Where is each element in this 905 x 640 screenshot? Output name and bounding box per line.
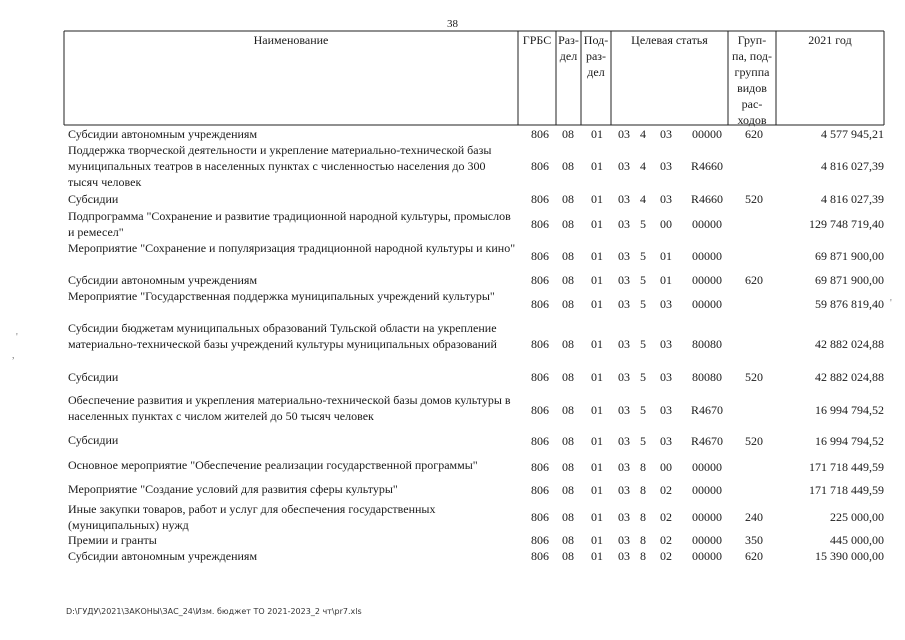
row-name: Обеспечение развития и укрепления материально-технической базы домов культуры в населенных пунктах с числом жителей до 50 тысяч человек <box>68 393 511 423</box>
cell-gruppa: 350 <box>745 533 763 547</box>
cell-podrazdel: 01 <box>591 217 603 231</box>
cell-cs2: 5 <box>640 273 646 287</box>
cell-grbs: 806 <box>531 533 549 547</box>
page-number: 38 <box>447 18 458 30</box>
cell-cs1: 03 <box>618 192 630 206</box>
cell-cs2: 4 <box>640 127 646 141</box>
table-row <box>0 481 905 499</box>
cell-gruppa: 620 <box>745 127 763 141</box>
cell-gruppa: 520 <box>745 370 763 384</box>
cell-cs3: 02 <box>660 510 672 524</box>
cell-amount: 225 000,00 <box>830 510 884 524</box>
cell-grbs: 806 <box>531 483 549 497</box>
cell-cs1: 03 <box>618 159 630 173</box>
cell-razdel: 08 <box>562 297 574 311</box>
cell-cs1: 03 <box>618 549 630 563</box>
cell-amount: 4 816 027,39 <box>821 192 884 206</box>
row-name: Мероприятие "Государственная поддержка муниципальных учреждений культуры" <box>68 289 495 303</box>
cell-cs2: 5 <box>640 403 646 417</box>
cell-razdel: 08 <box>562 460 574 474</box>
cell-cs2: 5 <box>640 217 646 231</box>
cell-amount: 4 577 945,21 <box>821 127 884 141</box>
cell-cs4: 80080 <box>692 337 722 351</box>
cell-razdel: 08 <box>562 192 574 206</box>
cell-amount: 59 876 819,40 <box>815 297 884 311</box>
cell-razdel: 08 <box>562 483 574 497</box>
table-row <box>0 501 905 532</box>
cell-grbs: 806 <box>531 434 549 448</box>
cell-cs3: 03 <box>660 297 672 311</box>
cell-cs3: 03 <box>660 192 672 206</box>
cell-cs1: 03 <box>618 403 630 417</box>
cell-cs4: 00000 <box>692 533 722 547</box>
table-row <box>0 548 905 564</box>
cell-amount: 42 882 024,88 <box>815 337 884 351</box>
cell-podrazdel: 01 <box>591 297 603 311</box>
header-gruppa: Груп- па, под- группа видов рас- ходов <box>732 33 772 127</box>
cell-cs3: 02 <box>660 483 672 497</box>
cell-amount: 16 994 794,52 <box>815 403 884 417</box>
cell-cs1: 03 <box>618 127 630 141</box>
cell-podrazdel: 01 <box>591 434 603 448</box>
cell-cs1: 03 <box>618 273 630 287</box>
cell-amount: 445 000,00 <box>830 533 884 547</box>
row-name: Субсидии автономным учреждениям <box>68 549 258 563</box>
cell-grbs: 806 <box>531 549 549 563</box>
row-name: Поддержка творческой деятельности и укрепление материально-технической базы муниципальных театров в населенных пунктах с численностью населения до 300 тысяч человек <box>68 143 492 189</box>
row-name: Субсидии <box>68 433 119 447</box>
cell-grbs: 806 <box>531 159 549 173</box>
cell-gruppa: 620 <box>745 549 763 563</box>
cell-razdel: 08 <box>562 273 574 287</box>
cell-razdel: 08 <box>562 370 574 384</box>
cell-grbs: 806 <box>531 217 549 231</box>
cell-cs4: 00000 <box>692 549 722 563</box>
cell-podrazdel: 01 <box>591 127 603 141</box>
cell-cs4: 00000 <box>692 510 722 524</box>
row-name: Субсидии бюджетам муниципальных образований Тульской области на укрепление материально-технической базы учреждений культуры муниципальных образований <box>68 321 497 351</box>
cell-cs1: 03 <box>618 434 630 448</box>
cell-amount: 42 882 024,88 <box>815 370 884 384</box>
table-row <box>0 191 905 207</box>
cell-amount: 171 718 449,59 <box>809 483 884 497</box>
table-row <box>0 142 905 190</box>
cell-razdel: 08 <box>562 434 574 448</box>
cell-cs1: 03 <box>618 217 630 231</box>
row-name: Субсидии автономным учреждениям <box>68 127 258 141</box>
cell-cs3: 03 <box>660 337 672 351</box>
row-name: Мероприятие "Создание условий для развития сферы культуры" <box>68 482 398 496</box>
cell-cs4: 00000 <box>692 249 722 263</box>
cell-razdel: 08 <box>562 403 574 417</box>
cell-podrazdel: 01 <box>591 403 603 417</box>
row-name: Мероприятие "Сохранение и популяризация традиционной народной культуры и кино" <box>68 241 516 255</box>
cell-amount: 171 718 449,59 <box>809 460 884 474</box>
cell-cs2: 5 <box>640 370 646 384</box>
table-row <box>0 432 905 450</box>
cell-amount: 4 816 027,39 <box>821 159 884 173</box>
cell-gruppa: 520 <box>745 192 763 206</box>
cell-grbs: 806 <box>531 460 549 474</box>
table-row <box>0 288 905 320</box>
cell-grbs: 806 <box>531 510 549 524</box>
cell-cs4: 00000 <box>692 273 722 287</box>
cell-cs4: R4670 <box>690 403 723 417</box>
table-row <box>0 532 905 548</box>
cell-cs2: 8 <box>640 549 646 563</box>
cell-cs3: 03 <box>660 370 672 384</box>
row-name: Премии и гранты <box>68 533 157 547</box>
cell-cs2: 8 <box>640 460 646 474</box>
header-name: Наименование <box>253 33 329 47</box>
cell-grbs: 806 <box>531 127 549 141</box>
cell-cs3: 01 <box>660 249 672 263</box>
cell-cs1: 03 <box>618 510 630 524</box>
cell-gruppa: 520 <box>745 434 763 448</box>
table-row <box>0 320 905 368</box>
cell-cs1: 03 <box>618 337 630 351</box>
row-name: Субсидии <box>68 192 119 206</box>
table-row <box>0 272 905 288</box>
cell-grbs: 806 <box>531 192 549 206</box>
cell-cs4: 00000 <box>692 217 722 231</box>
row-name: Субсидии автономным учреждениям <box>68 273 258 287</box>
cell-cs4: R4660 <box>690 192 723 206</box>
cell-razdel: 08 <box>562 217 574 231</box>
cell-cs1: 03 <box>618 370 630 384</box>
header-razdel: Раз- дел <box>558 33 579 63</box>
cell-cs4: 00000 <box>692 483 722 497</box>
cell-podrazdel: 01 <box>591 533 603 547</box>
cell-podrazdel: 01 <box>591 192 603 206</box>
cell-gruppa: 620 <box>745 273 763 287</box>
cell-cs3: 03 <box>660 159 672 173</box>
row-name: Субсидии <box>68 370 119 384</box>
margin-mark: , <box>12 350 15 361</box>
table-row <box>0 457 905 477</box>
cell-cs4: 00000 <box>692 297 722 311</box>
cell-cs2: 5 <box>640 434 646 448</box>
cell-cs1: 03 <box>618 483 630 497</box>
cell-podrazdel: 01 <box>591 159 603 173</box>
cell-razdel: 08 <box>562 249 574 263</box>
header-celevaya: Целевая статья <box>631 33 708 47</box>
file-path-footer: D:\ГУДУ\2021\ЗАКОНЫ\ЗАС_24\Изм. бюджет ТО 2021-2023_2 чт\pr7.xls <box>66 607 362 616</box>
cell-grbs: 806 <box>531 370 549 384</box>
cell-cs1: 03 <box>618 533 630 547</box>
cell-cs2: 5 <box>640 249 646 263</box>
row-name: Основное мероприятие "Обеспечение реализации государственной программы" <box>68 458 478 472</box>
cell-razdel: 08 <box>562 159 574 173</box>
cell-podrazdel: 01 <box>591 510 603 524</box>
cell-cs3: 00 <box>660 217 672 231</box>
cell-cs1: 03 <box>618 460 630 474</box>
row-name: Подпрограмма "Сохранение и развитие традиционной народной культуры, промыслов и ремесел" <box>68 209 511 239</box>
header-podrazdel: Под- раз- дел <box>583 33 609 79</box>
cell-cs4: R4660 <box>690 159 723 173</box>
cell-razdel: 08 <box>562 549 574 563</box>
cell-razdel: 08 <box>562 337 574 351</box>
cell-cs3: 00 <box>660 460 672 474</box>
cell-cs4: 00000 <box>692 460 722 474</box>
header-grbs: ГРБС <box>522 33 552 47</box>
cell-podrazdel: 01 <box>591 460 603 474</box>
cell-cs3: 01 <box>660 273 672 287</box>
cell-podrazdel: 01 <box>591 370 603 384</box>
cell-cs1: 03 <box>618 249 630 263</box>
cell-cs3: 03 <box>660 403 672 417</box>
table-row <box>0 126 905 142</box>
cell-amount: 16 994 794,52 <box>815 434 884 448</box>
cell-cs2: 8 <box>640 483 646 497</box>
table-row <box>0 240 905 272</box>
cell-cs3: 02 <box>660 549 672 563</box>
cell-razdel: 08 <box>562 127 574 141</box>
cell-cs2: 5 <box>640 297 646 311</box>
margin-mark: ' <box>16 332 18 343</box>
cell-cs2: 8 <box>640 533 646 547</box>
table-row <box>0 208 905 240</box>
cell-podrazdel: 01 <box>591 337 603 351</box>
cell-amount: 129 748 719,40 <box>809 217 884 231</box>
cell-cs3: 03 <box>660 127 672 141</box>
cell-cs2: 8 <box>640 510 646 524</box>
cell-grbs: 806 <box>531 403 549 417</box>
cell-cs2: 4 <box>640 192 646 206</box>
cell-cs4: 80080 <box>692 370 722 384</box>
cell-grbs: 806 <box>531 249 549 263</box>
cell-grbs: 806 <box>531 273 549 287</box>
cell-grbs: 806 <box>531 337 549 351</box>
margin-mark: ' <box>890 298 892 309</box>
cell-razdel: 08 <box>562 510 574 524</box>
cell-amount: 69 871 900,00 <box>815 249 884 263</box>
cell-cs2: 4 <box>640 159 646 173</box>
cell-gruppa: 240 <box>745 510 763 524</box>
cell-podrazdel: 01 <box>591 549 603 563</box>
cell-podrazdel: 01 <box>591 273 603 287</box>
cell-razdel: 08 <box>562 533 574 547</box>
header-year: 2021 год <box>808 33 852 47</box>
cell-cs3: 02 <box>660 533 672 547</box>
row-name: Иные закупки товаров, работ и услуг для обеспечения государственных (муниципальных) нужд <box>68 502 436 532</box>
cell-amount: 69 871 900,00 <box>815 273 884 287</box>
cell-grbs: 806 <box>531 297 549 311</box>
cell-cs3: 03 <box>660 434 672 448</box>
cell-cs2: 5 <box>640 337 646 351</box>
cell-cs4: 00000 <box>692 127 722 141</box>
cell-podrazdel: 01 <box>591 483 603 497</box>
cell-podrazdel: 01 <box>591 249 603 263</box>
cell-cs1: 03 <box>618 297 630 311</box>
cell-amount: 15 390 000,00 <box>815 549 884 563</box>
table-row <box>0 392 905 428</box>
table-row <box>0 369 905 385</box>
cell-cs4: R4670 <box>690 434 723 448</box>
